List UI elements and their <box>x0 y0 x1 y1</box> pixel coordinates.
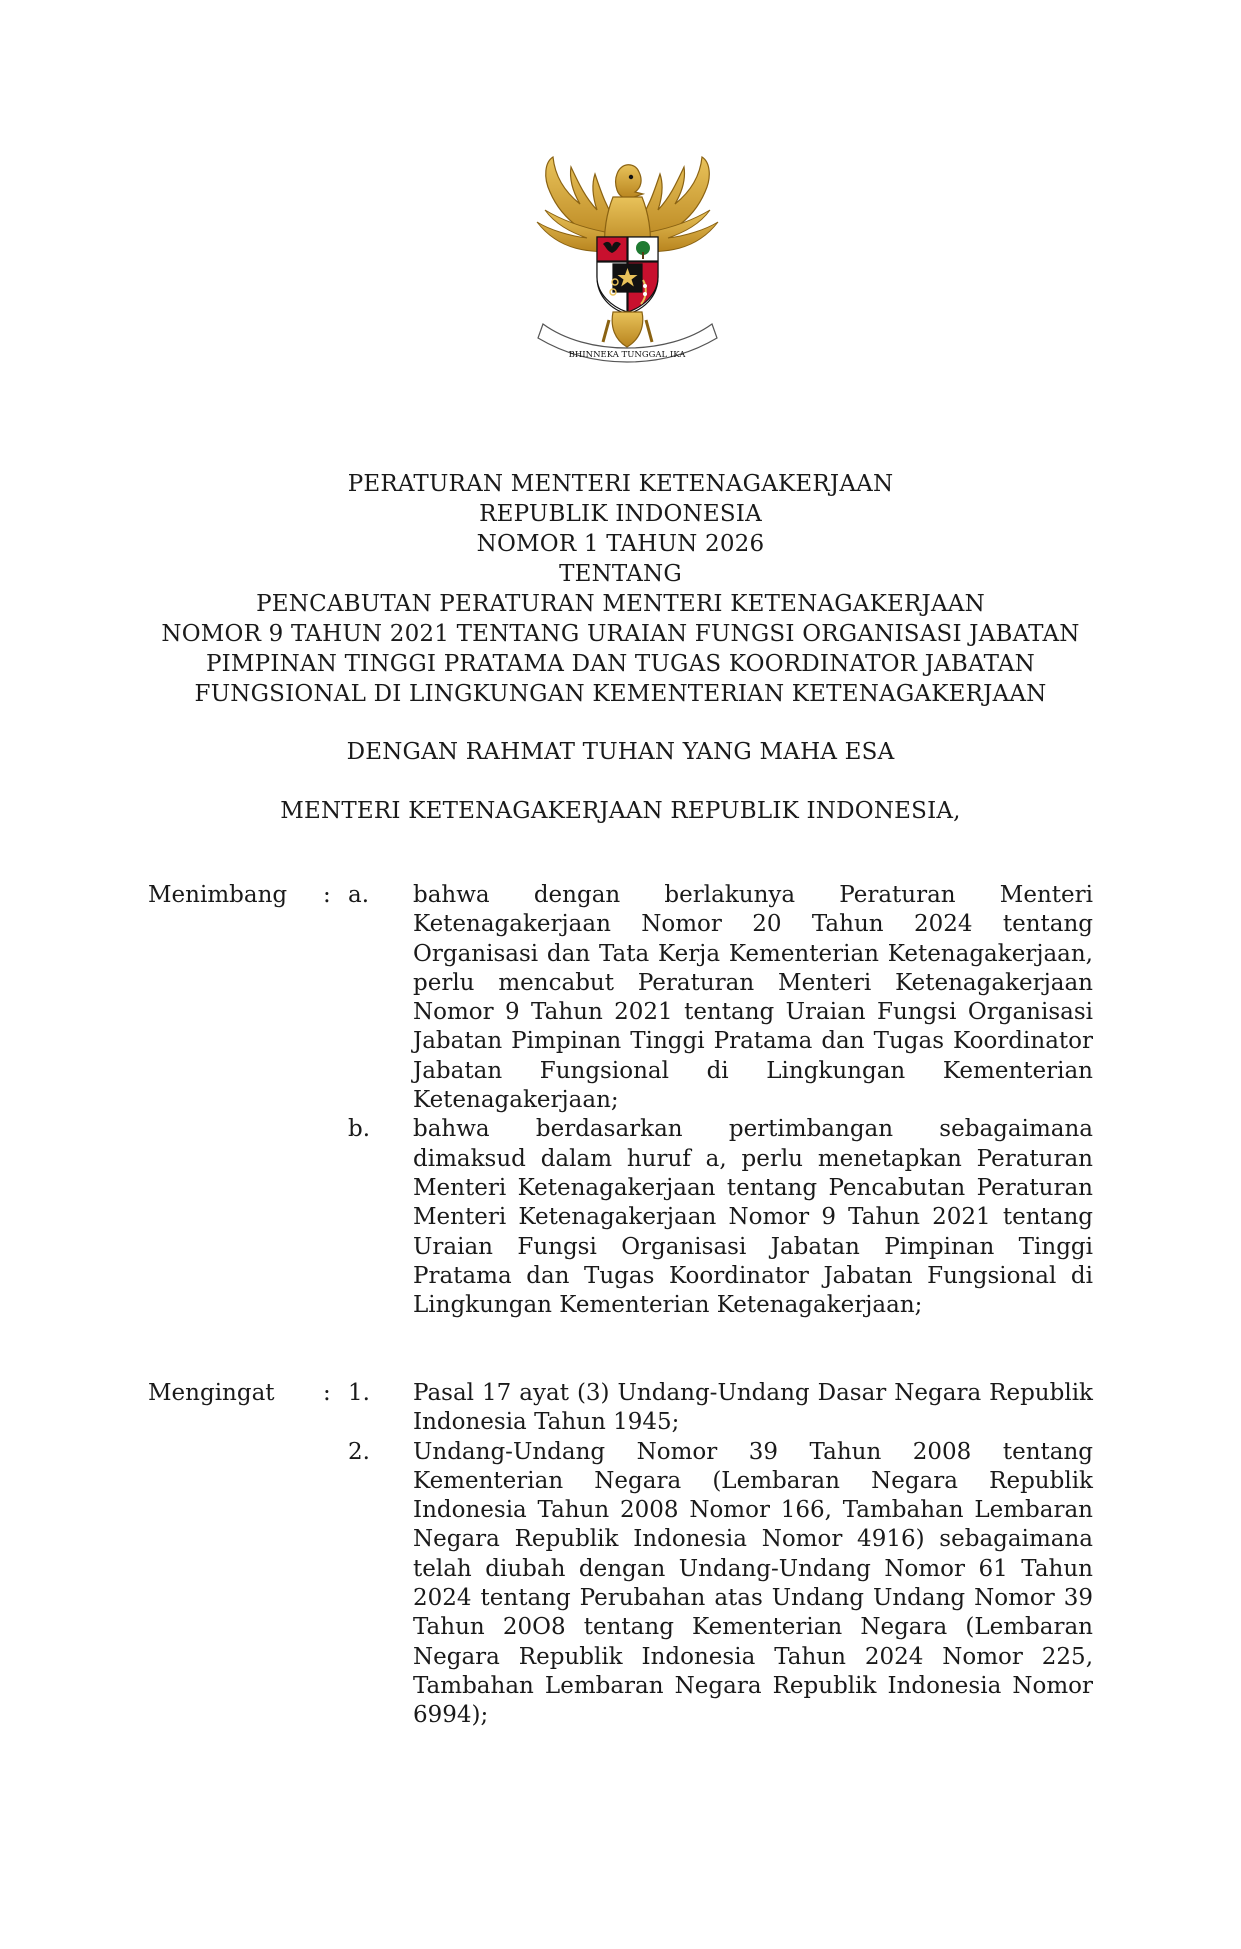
section-label: Menimbang <box>148 882 288 908</box>
list-item <box>148 1115 1093 1320</box>
blessing-line: DENGAN RAHMAT TUHAN YANG MAHA ESA <box>346 739 895 765</box>
title-line: PIMPINAN TINGGI PRATAMA DAN TUGAS KOORDINATOR JABATAN <box>205 651 1036 677</box>
title-line: FUNGSIONAL DI LINGKUNGAN KEMENTERIAN KETENAGAKERJAAN <box>194 681 1047 707</box>
list-item <box>148 881 1093 1115</box>
svg-text:BHINNEKA TUNGGAL IKA: BHINNEKA TUNGGAL IKA <box>568 350 686 360</box>
list-item <box>148 1438 1093 1731</box>
title-line: NOMOR 1 TAHUN 2026 <box>476 531 765 557</box>
remembering-section <box>148 1379 1093 1731</box>
title-line: REPUBLIK INDONESIA <box>479 501 762 527</box>
title-line: TENTANG <box>559 561 682 587</box>
section-label: Mengingat <box>148 1380 275 1406</box>
regulation-title <box>0 469 1241 709</box>
item-text: bahwa dengan berlakunya Peraturan Menteri Ketenagakerjaan Nomor 20 Tahun 2024 tentang Organisasi dan Tata Kerja Kementerian Ketenagakerjaan, perlu mencabut Peraturan Menteri Ketenagakerjaan Nomor 9 Tahun 2021 tentang Uraian Fungsi Organisasi Jabatan Pimpinan Tinggi Pratama dan Tugas Koordinator Jabatan Fungsional di Lingkungan Kementerian Ketenagakerjaan; <box>413 882 1093 1114</box>
item-marker: a. <box>348 882 370 908</box>
item-text: bahwa berdasarkan pertimbangan sebagaimana dimaksud dalam huruf a, perlu menetapkan Peraturan Menteri Ketenagakerjaan tentang Pencabutan Peraturan Menteri Ketenagakerjaan Nomor 9 Tahun 2021 tentang Uraian Fungsi Organisasi Jabatan Pimpinan Tinggi Pratama dan Tugas Koordinator Jabatan Fungsional di Lingkungan Kementerian Ketenagakerjaan; <box>413 1116 1093 1319</box>
section-colon: : <box>323 882 331 908</box>
section-colon: : <box>323 1380 331 1406</box>
item-text: Pasal 17 ayat (3) Undang-Undang Dasar Negara Republik Indonesia Tahun 1945; <box>413 1380 1093 1436</box>
title-line: PERATURAN MENTERI KETENAGAKERJAAN <box>347 471 894 497</box>
garuda-pancasila-emblem-icon <box>525 152 730 367</box>
considering-section <box>148 881 1093 1320</box>
item-marker: 2. <box>348 1438 370 1465</box>
item-text: Undang-Undang Nomor 39 Tahun 2008 tentang Kementerian Negara (Lembaran Negara Republik Indonesia Tahun 2008 Nomor 166, Tambahan Lembaran Negara Republik Indonesia Nomor 4916) sebagaimana telah diubah dengan Undang-Undang Nomor 61 Tahun 2024 tentang Perubahan atas Undang Undang Nomor 39 Tahun 20O8 tentang Kementerian Negara (Lembaran Negara Republik Indonesia Tahun 2024 Nomor 225, Tambahan Lembaran Negara Republik Indonesia Nomor 6994); <box>413 1438 1093 1729</box>
minister-line: MENTERI KETENAGAKERJAAN REPUBLIK INDONESIA, <box>280 798 961 824</box>
item-marker: 1. <box>348 1380 370 1406</box>
item-marker: b. <box>348 1116 371 1143</box>
list-item <box>148 1379 1093 1438</box>
title-line: NOMOR 9 TAHUN 2021 TENTANG URAIAN FUNGSI ORGANISASI JABATAN <box>161 621 1080 647</box>
title-line: PENCABUTAN PERATURAN MENTERI KETENAGAKERJAAN <box>256 591 985 617</box>
